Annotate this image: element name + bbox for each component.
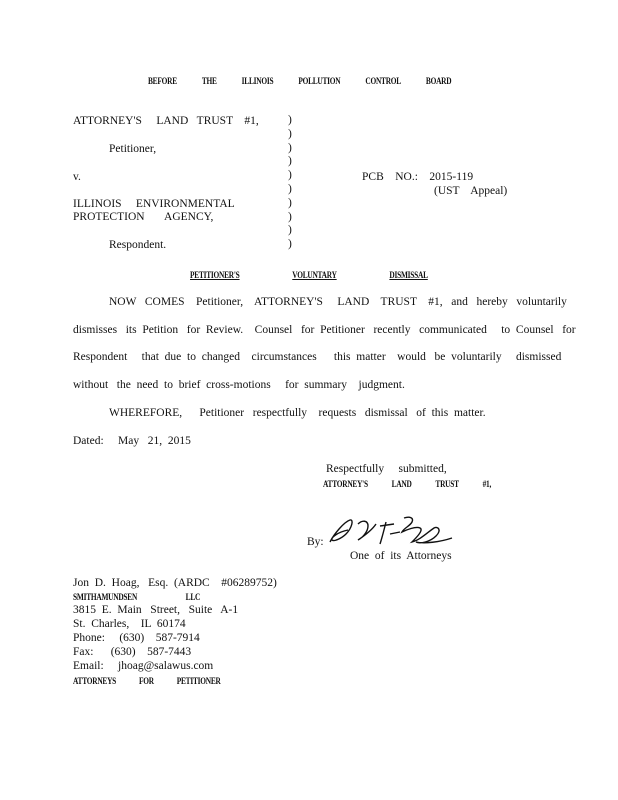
footer-word: PETITIONER [176, 676, 221, 686]
body-line: WHEREFORE, Petitioner respectfully requests dismissal of this matter. [109, 407, 486, 419]
header-word: ILLINOIS [241, 76, 274, 86]
firm-name [73, 590, 200, 604]
body-line: dismisses its Petition for Review. Counsel for Petitioner recently communicated to Counsel for [73, 324, 576, 336]
firm-word: ATTORNEY'S [323, 479, 368, 489]
by-label: By: [307, 536, 324, 548]
header-word: POLLUTION [298, 76, 341, 86]
title-word: DISMISSAL [389, 270, 428, 280]
address-line1: 3815 E. Main Street, Suite A-1 [73, 604, 239, 616]
case-type: (UST Appeal) [434, 185, 508, 197]
closing: Respectfully submitted, [326, 463, 447, 475]
phone-line: Phone: (630) 587-7914 [73, 632, 200, 644]
attorneys-for-petitioner [73, 674, 221, 688]
firm-word: LAND [391, 479, 412, 489]
respondent-line2: PROTECTION AGENCY, [73, 211, 214, 223]
case-number: PCB NO.: 2015-119 [362, 171, 474, 183]
paren: ) [288, 196, 292, 209]
title-word: VOLUNTARY [292, 270, 337, 280]
firm-word: SMITHAMUNDSEN [73, 592, 138, 602]
versus: v. [73, 171, 81, 183]
header-word: CONTROL [365, 76, 401, 86]
fax-line: Fax: (630) 587-7443 [73, 646, 192, 658]
paren: ) [288, 238, 292, 251]
firm-word: TRUST [435, 479, 459, 489]
paren: ) [288, 210, 292, 223]
footer-word: FOR [138, 676, 154, 686]
firm-name-signature [323, 477, 491, 491]
email-line: Email: jhoag@salawus.com [73, 660, 214, 672]
document-title [190, 268, 428, 282]
firm-word: LLC [185, 592, 201, 602]
petitioner-name: ATTORNEY'S LAND TRUST #1, [73, 115, 259, 127]
paren: ) [288, 141, 292, 154]
paren: ) [288, 155, 292, 168]
header-word: BOARD [425, 76, 452, 86]
paren: ) [288, 127, 292, 140]
paren: ) [288, 169, 292, 182]
header-word: BEFORE [148, 76, 177, 86]
respondent-line1: ILLINOIS ENVIRONMENTAL [73, 198, 235, 210]
handwritten-signature [324, 512, 464, 552]
header-word: THE [201, 76, 217, 86]
attorney-name: Jon D. Hoag, Esq. (ARDC #06289752) [73, 577, 277, 589]
petitioner-role: Petitioner, [109, 143, 157, 155]
paren: ) [288, 114, 292, 126]
paren: ) [288, 182, 292, 195]
title-word: PETITIONER'S [190, 270, 240, 280]
date-line: Dated: May 21, 2015 [73, 435, 191, 447]
respondent-role: Respondent. [109, 239, 167, 251]
signatory-role: One of its Attorneys [350, 550, 452, 562]
paren: ) [288, 224, 292, 237]
firm-word: #1, [482, 479, 492, 489]
court-header [148, 74, 451, 88]
body-line: NOW COMES Petitioner, ATTORNEY'S LAND TRUST #1, and hereby voluntarily [109, 296, 567, 308]
body-line: Respondent that due to changed circumstances this matter would be voluntarily dismissed [73, 351, 562, 363]
footer-word: ATTORNEYS [73, 676, 117, 686]
caption-parentheses [288, 114, 298, 252]
address-line2: St. Charles, IL 60174 [73, 618, 186, 630]
body-line: without the need to brief cross-motions for summary judgment. [73, 379, 405, 391]
